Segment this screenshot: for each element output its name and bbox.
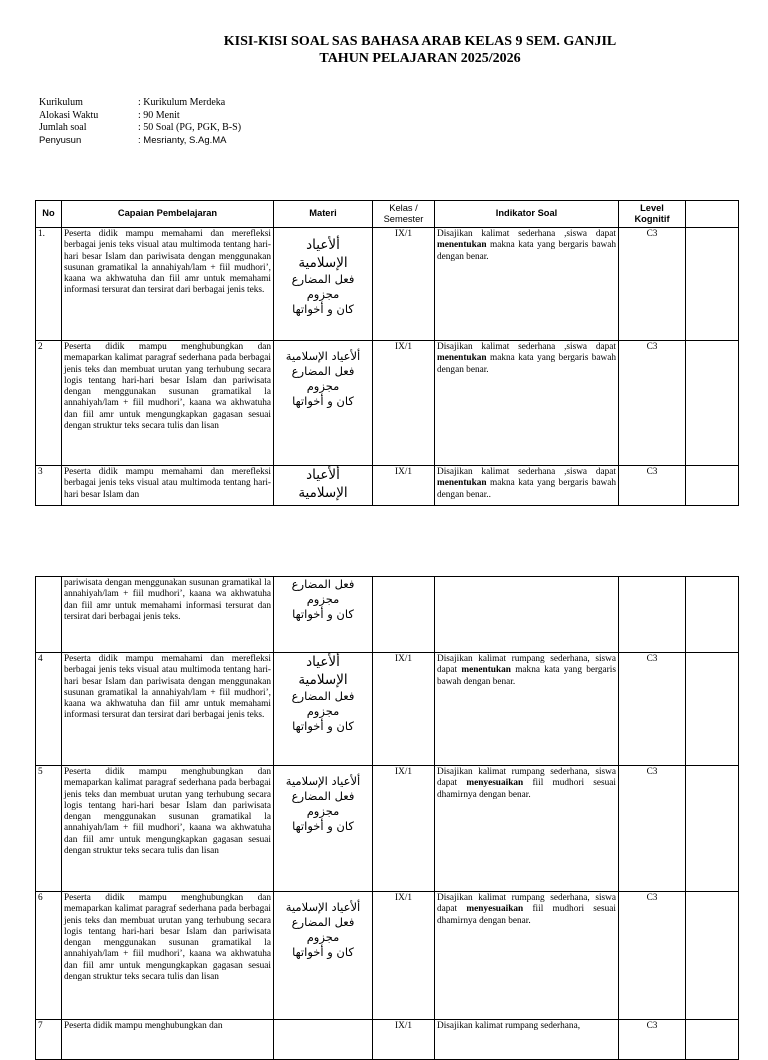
header-level-kognitif	[619, 201, 686, 228]
materi-line: كان و أخواتها	[292, 945, 354, 959]
materi-line: كان و أخواتها	[292, 394, 354, 408]
table-row	[36, 341, 739, 466]
materi-line: فعل المضارع	[291, 915, 355, 929]
level-kognitif-cell	[619, 577, 686, 653]
table-row	[36, 892, 739, 1020]
kisi-kisi-table-part-1	[35, 200, 739, 506]
table-row	[36, 653, 739, 766]
kelas-semester-cell: IX/1	[373, 466, 435, 506]
kelas-semester-cell: IX/1	[373, 341, 435, 466]
indikator-text: Disajikan kalimat rumpang sederhana, siswa dapat	[437, 893, 616, 915]
materi-line: مجزوم	[306, 592, 340, 606]
document-info-block	[39, 97, 241, 147]
indikator-text: Disajikan kalimat sederhana ,siswa dapat	[437, 229, 616, 239]
indikator-keyword: menyesuaikan	[466, 778, 524, 789]
info-value: : Kurikulum Merdeka	[138, 97, 226, 108]
materi-line: كان و أخواتها	[292, 719, 354, 733]
kelas-semester-cell: IX/1	[373, 228, 435, 341]
capaian-pembelajaran-cell: Peserta didik mampu menghubungkan dan memaparkan kalimat paragraf sederhana pada berbagai jenis teks dan membuat urutan yang terhubung secara logis tentang hari-hari besar Islam dan pariwisata dengan menggunakan susunan gramatikal la annahiyah/lam + fiil mudhori’, kaana wa akhwatuha dan fiil amr untuk mengungkapkan gagasan sesuai dengan struktur teks secara tulis dan lisan	[62, 341, 274, 466]
indikator-soal-cell	[435, 766, 619, 892]
indikator-text: Disajikan kalimat rumpang sederhana, siswa dapat	[437, 767, 616, 789]
info-row-kurikulum	[39, 97, 241, 110]
indikator-soal-cell	[435, 892, 619, 1020]
materi-line: فعل المضارع	[291, 577, 355, 591]
extra-cell	[686, 766, 739, 892]
header-indikator-soal: Indikator Soal	[435, 201, 619, 228]
header-capaian-pembelajaran: Capaian Pembelajaran	[62, 201, 274, 228]
materi-cell	[274, 341, 373, 466]
materi-cell	[274, 577, 373, 653]
level-kognitif-cell: C3	[619, 653, 686, 766]
extra-cell	[686, 466, 739, 506]
indikator-soal-cell	[435, 577, 619, 653]
indikator-text: fiil mudhori sesuai dhamirnya dengan benar.	[437, 904, 616, 926]
indikator-keyword: menyesuaikan	[466, 904, 524, 915]
indikator-soal-cell	[435, 466, 619, 506]
capaian-pembelajaran-cell: Peserta didik mampu menghubungkan dan memaparkan kalimat paragraf sederhana pada berbagai jenis teks dan membuat urutan yang terhubung secara logis tentang hari-hari besar Islam dan pariwisata dengan menggunakan susunan gramatikal la annahiyah/lam + fiil mudhori’, kaana wa akhwatuha dan fiil amr untuk mengungkapkan gagasan sesuai dengan struktur teks secara tulis dan lisan	[62, 892, 274, 1020]
info-label: Jumlah soal	[39, 122, 87, 133]
kisi-kisi-table-part-2	[35, 576, 739, 1060]
row-number: 2	[36, 341, 62, 466]
materi-cell	[274, 766, 373, 892]
capaian-pembelajaran-cell: Peserta didik mampu menghubungkan dan	[62, 1020, 274, 1060]
indikator-text: Disajikan kalimat sederhana ,siswa dapat	[437, 342, 616, 352]
materi-line: فعل المضارع	[291, 364, 355, 378]
level-kognitif-cell: C3	[619, 766, 686, 892]
materi-line: ألأعياد	[306, 467, 340, 483]
indikator-text: makna kata yang bergaris bawah dengan benar.	[437, 240, 616, 262]
header-no: No	[36, 201, 62, 228]
indikator-text: makna kata yang bergaris bawah dengan benar.	[437, 353, 616, 375]
materi-line: ألأعياد الإسلامية	[285, 774, 361, 788]
kelas-semester-cell	[373, 577, 435, 653]
info-row-alokasi-waktu	[39, 110, 241, 123]
extra-cell	[686, 1020, 739, 1060]
materi-line: كان و أخواتها	[292, 302, 354, 316]
indikator-text: Disajikan kalimat rumpang sederhana, siswa dapat	[437, 654, 616, 676]
indikator-text: Disajikan kalimat rumpang sederhana,	[437, 1021, 581, 1031]
indikator-text: fiil mudhori sesuai dhamirnya dengan benar.	[437, 778, 616, 800]
header-kelas-line: Kelas /	[389, 202, 418, 213]
table-row	[36, 466, 739, 506]
materi-cell	[274, 892, 373, 1020]
materi-line: الإسلامية	[298, 485, 348, 501]
table-row	[36, 1020, 739, 1060]
capaian-pembelajaran-cell: Peserta didik mampu memahami dan merefleksi berbagai jenis teks visual atau multimoda tentang hari-hari besar Islam dan pariwisata dengan menggunakan susunan gramatikal la annahiyah/lam + fiil mudhori’, kaana wa akhwatuha dan fiil amr untuk memahami informasi tersurat dan tersirat dari berbagai jenis teks.	[62, 228, 274, 341]
kelas-semester-cell: IX/1	[373, 653, 435, 766]
materi-cell	[274, 466, 373, 506]
info-value: : 50 Soal (PG, PGK, B-S)	[138, 122, 242, 133]
level-kognitif-cell: C3	[619, 228, 686, 341]
indikator-text: makna kata yang bergaris bawah dengan benar.	[437, 665, 616, 687]
indikator-soal-cell	[435, 1020, 619, 1060]
materi-line: مجزوم	[306, 704, 340, 718]
info-value: : 90 Menit	[138, 109, 180, 121]
info-value: : Mesrianty, S.Ag.MA	[138, 134, 227, 146]
header-kelas-semester	[373, 201, 435, 228]
extra-cell	[686, 228, 739, 341]
header-materi: Materi	[274, 201, 373, 228]
level-kognitif-cell: C3	[619, 892, 686, 1020]
materi-cell	[274, 1020, 373, 1060]
indikator-keyword: menentukan	[437, 240, 487, 251]
kelas-semester-cell: IX/1	[373, 892, 435, 1020]
row-number: 4	[36, 653, 62, 766]
capaian-pembelajaran-cell: Peserta didik mampu memahami dan merefleksi berbagai jenis teks visual atau multimoda tentang hari-hari besar Islam dan	[62, 466, 274, 506]
level-kognitif-cell: C3	[619, 1020, 686, 1060]
materi-line: ألأعياد	[306, 237, 340, 253]
materi-line: فعل المضارع	[291, 789, 355, 803]
capaian-pembelajaran-cell: Peserta didik mampu menghubungkan dan memaparkan kalimat paragraf sederhana pada berbagai jenis teks dan membuat urutan yang terhubung secara logis tentang hari-hari besar Islam dan pariwisata dengan menggunakan susunan gramatikal la annahiyah/lam + fiil mudhori’, kaana wa akhwatuha dan fiil amr untuk mengungkapkan gagasan sesuai dengan struktur teks secara tulis dan lisan	[62, 766, 274, 892]
table-row	[36, 766, 739, 892]
indikator-text: Disajikan kalimat sederhana ,siswa dapat	[437, 467, 616, 477]
extra-cell	[686, 341, 739, 466]
header-level-line: Level	[640, 202, 664, 213]
extra-cell	[686, 653, 739, 766]
indikator-keyword: menentukan	[461, 665, 511, 676]
table-row-continued	[36, 577, 739, 653]
info-row-penyusun	[39, 135, 241, 148]
info-label: Alokasi Waktu	[39, 109, 99, 121]
kelas-semester-cell: IX/1	[373, 766, 435, 892]
capaian-pembelajaran-cell: Peserta didik mampu memahami dan merefleksi berbagai jenis teks visual atau multimoda tentang hari-hari besar Islam dan pariwisata dengan menggunakan susunan gramatikal la annahiyah/lam + fiil mudhori’, kaana wa akhwatuha dan fiil amr untuk memahami informasi tersurat dan tersirat dari berbagai jenis teks.	[62, 653, 274, 766]
materi-line: فعل المضارع	[291, 272, 355, 286]
materi-line: كان و أخواتها	[292, 607, 354, 621]
row-number: 5	[36, 766, 62, 892]
materi-line: مجزوم	[306, 930, 340, 944]
level-kognitif-cell: C3	[619, 466, 686, 506]
header-kognitif-line: Kognitif	[634, 213, 670, 224]
kelas-semester-cell: IX/1	[373, 1020, 435, 1060]
table-row	[36, 228, 739, 341]
materi-line: مجزوم	[306, 804, 340, 818]
indikator-text: makna kata yang bergaris bawah dengan benar..	[437, 478, 616, 500]
info-label: Penyusun	[39, 134, 82, 146]
extra-cell	[686, 577, 739, 653]
indikator-soal-cell	[435, 228, 619, 341]
row-number: 1.	[36, 228, 62, 341]
row-number: 3	[36, 466, 62, 506]
info-row-jumlah-soal	[39, 122, 241, 135]
level-kognitif-cell: C3	[619, 341, 686, 466]
info-label: Kurikulum	[39, 97, 83, 108]
materi-line: مجزوم	[306, 287, 340, 301]
materi-line: ألأعياد الإسلامية	[285, 900, 361, 914]
row-number: 6	[36, 892, 62, 1020]
capaian-pembelajaran-cell: pariwisata dengan menggunakan susunan gramatikal la annahiyah/lam + fiil mudhori’, kaana wa akhwatuha dan fiil amr untuk memahami informasi tersurat dan tersirat dari berbagai jenis teks.	[62, 577, 274, 653]
header-semester-line: Semester	[383, 213, 424, 224]
header-extra	[686, 201, 739, 228]
indikator-keyword: menentukan	[437, 353, 487, 364]
document-title-line-2: TAHUN PELAJARAN 2025/2026	[319, 51, 521, 66]
materi-cell	[274, 228, 373, 341]
extra-cell	[686, 892, 739, 1020]
row-number	[36, 577, 62, 653]
indikator-soal-cell	[435, 653, 619, 766]
indikator-soal-cell	[435, 341, 619, 466]
materi-line: فعل المضارع	[291, 689, 355, 703]
table-header-row	[36, 201, 739, 228]
materi-line: ألأعياد	[306, 654, 340, 670]
document-title-line-1: KISI-KISI SOAL SAS BAHASA ARAB KELAS 9 SEM. GANJIL	[223, 34, 617, 49]
materi-cell	[274, 653, 373, 766]
materi-line: كان و أخواتها	[292, 819, 354, 833]
materi-line: الإسلامية	[298, 672, 348, 688]
row-number: 7	[36, 1020, 62, 1060]
materi-line: ألأعياد الإسلامية	[285, 349, 361, 363]
materi-line: الإسلامية	[298, 255, 348, 271]
indikator-keyword: menentukan	[437, 478, 487, 489]
materi-line: مجزوم	[306, 379, 340, 393]
